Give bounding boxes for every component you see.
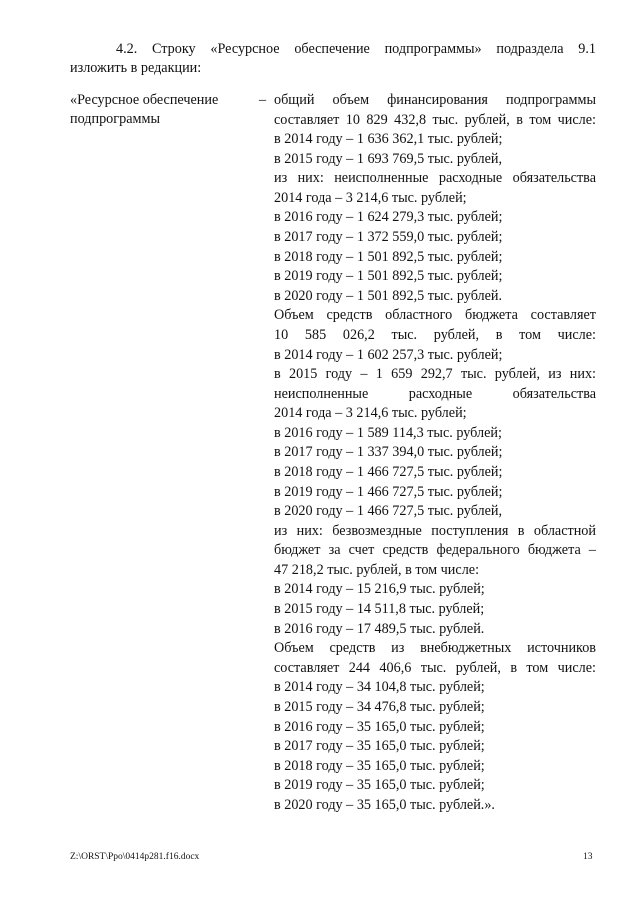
content-line: в 2018 году – 35 165,0 тыс. рублей; (274, 757, 485, 774)
content-line: составляет 244 406,6 тыс. рублей, в том числе: (274, 659, 596, 676)
content-line: в 2019 году – 1 501 892,5 тыс. рублей; (274, 268, 503, 285)
content-line: в 2018 году – 1 466 727,5 тыс. рублей; (274, 463, 503, 480)
row-dash: – (259, 92, 267, 108)
content-line: в 2014 году – 1 602 257,3 тыс. рублей; (274, 346, 503, 363)
content-line: в 2014 году – 1 636 362,1 тыс. рублей; (274, 131, 503, 148)
row-label-line-2: подпрограммы (70, 111, 160, 127)
content-line: Объем средств областного бюджета составляет (274, 307, 596, 324)
content-line: в 2015 году – 1 693 769,5 тыс. рублей, (274, 150, 503, 167)
content-line: в 2020 году – 1 501 892,5 тыс. рублей. (274, 287, 503, 304)
content-line: в 2015 году – 34 476,8 тыс. рублей; (274, 698, 485, 715)
content-line: в 2017 году – 35 165,0 тыс. рублей; (274, 738, 485, 755)
content-line: Объем средств из внебюджетных источников (274, 640, 596, 657)
content-line: в 2016 году – 1 624 279,3 тыс. рублей; (274, 209, 503, 226)
content-line: 2014 года – 3 214,6 тыс. рублей; (274, 189, 467, 206)
content-line: в 2016 году – 1 589 114,3 тыс. рублей; (274, 424, 502, 441)
content-line: в 2015 году – 14 511,8 тыс. рублей; (274, 601, 485, 618)
content-line: в 2016 году – 17 489,5 тыс. рублей. (274, 620, 485, 637)
content-line: в 2017 году – 1 337 394,0 тыс. рублей; (274, 444, 503, 461)
content-line: в 2020 году – 1 466 727,5 тыс. рублей, (274, 503, 503, 520)
content-line: общий объем финансирования подпрограммы (274, 92, 596, 108)
content-line: 47 218,2 тыс. рублей, в том числе: (274, 561, 480, 578)
content-line: из них: безвозмездные поступления в областной (274, 522, 596, 539)
content-line: в 2017 году – 1 372 559,0 тыс. рублей; (274, 229, 503, 246)
content-line: в 2014 году – 34 104,8 тыс. рублей; (274, 679, 485, 696)
footer-file-path: Z:\ORST\Ppo\0414p281.f16.docx (70, 852, 200, 862)
content-line: в 2019 году – 1 466 727,5 тыс. рублей; (274, 483, 503, 500)
intro-line-2: изложить в редакции: (70, 60, 202, 76)
row-label (70, 91, 250, 129)
content-line: составляет 10 829 432,8 тыс. рублей, в том числе: (274, 111, 596, 128)
content-line: в 2019 году – 35 165,0 тыс. рублей; (274, 777, 485, 794)
intro-line-1: 4.2. Строку «Ресурсное обеспечение подпрограммы» подраздела 9.1 (116, 41, 596, 57)
content-line: в 2015 году – 1 659 292,7 тыс. рублей, из них: (274, 366, 596, 383)
content-line: 2014 года – 3 214,6 тыс. рублей; (274, 405, 467, 422)
content-line: неисполненные расходные обязательства (274, 385, 596, 402)
content-line: в 2018 году – 1 501 892,5 тыс. рублей; (274, 248, 503, 265)
content-line: 10 585 026,2 тыс. рублей, в том числе: (274, 326, 596, 343)
footer-page-number: 13 (583, 852, 593, 862)
content-line: в 2020 году – 35 165,0 тыс. рублей.». (274, 796, 495, 813)
row-content (274, 91, 596, 815)
content-line: бюджет за счет средств федерального бюджета – (274, 542, 596, 559)
content-line: из них: неисполненные расходные обязательства (274, 170, 596, 187)
row-label-line-1: «Ресурсное обеспечение (70, 92, 219, 108)
content-line: в 2014 году – 15 216,9 тыс. рублей; (274, 581, 485, 598)
content-line: в 2016 году – 35 165,0 тыс. рублей; (274, 718, 485, 735)
